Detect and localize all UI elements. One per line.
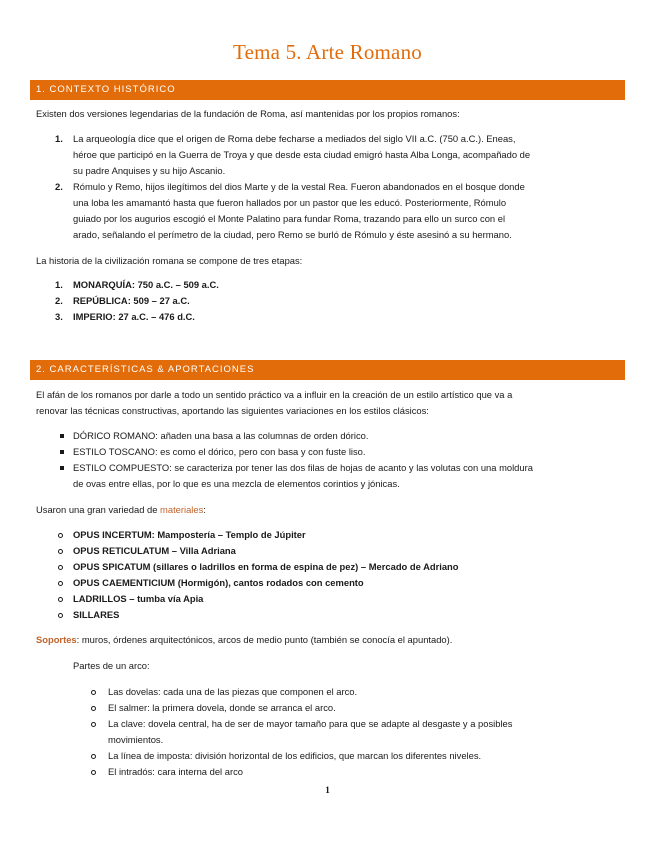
- circle-bullet-icon: [91, 722, 96, 727]
- stage-item: IMPERIO: 27 a.C. – 476 d.C.: [73, 311, 195, 322]
- style-item: ESTILO COMPUESTO: se caracteriza por tener las dos filas de hojas de acanto y las volutas con una moldura: [73, 462, 533, 473]
- legend-line: una loba les amamantó hasta que fueron hallados por un pastor que les educó. Posteriormente, Rómulo: [73, 197, 507, 208]
- section-2-heading: 2. CARACTERÍSTICAS & APORTACIONES: [30, 360, 625, 380]
- material-item: OPUS SPICATUM (sillares o ladrillos en forma de espina de pez) – Mercado de Adriano: [73, 561, 459, 572]
- material-item: OPUS CAEMENTICIUM (Hormigón), cantos rodados con cemento: [73, 577, 364, 588]
- materials-intro-text: Usaron una gran variedad de: [36, 504, 161, 515]
- section-1-intro: Existen dos versiones legendarias de la fundación de Roma, así mantenidas por los propios romanos:: [36, 108, 460, 119]
- stage-number: 1.: [55, 279, 63, 290]
- arch-parts-title: Partes de un arco:: [73, 660, 150, 671]
- legend-line: héroe que participó en la Guerra de Troya y que desde esta ciudad emigró hasta Alba Longa, acompañado de: [73, 149, 531, 160]
- arch-part-item: El salmer: la primera dovela, donde se arranca el arco.: [108, 702, 336, 713]
- supports-highlight: Soportes: [36, 634, 77, 645]
- section-2-intro-line: renovar las técnicas constructivas, aportando las siguientes variaciones en los estilos clásicos:: [36, 405, 429, 416]
- arch-part-item: El intradós: cara interna del arco: [108, 766, 243, 777]
- section-2-intro-line: El afán de los romanos por darle a todo un sentido práctico va a influir en la creación de un estilo artístico que va a: [36, 389, 513, 400]
- legend-line: arado, señalando el perímetro de la ciudad, pero Remo se burló de Rómulo y éste asesinó a su hermano.: [73, 229, 512, 240]
- style-item: de ovas entre ellas, por lo que es una mezcla de elementos corintios y jónicas.: [73, 478, 400, 489]
- material-item: OPUS INCERTUM: Mampostería – Templo de Júpiter: [73, 529, 306, 540]
- style-item: DÓRICO ROMANO: añaden una basa a las columnas de orden dórico.: [73, 430, 369, 441]
- supports-paragraph: [36, 632, 626, 648]
- stage-item: REPÚBLICA: 509 – 27 a.C.: [73, 295, 190, 306]
- circle-bullet-icon: [58, 549, 63, 554]
- arch-part-item: La clave: dovela central, ha de ser de mayor tamaño para que se adapte al desgaste y a posibles: [108, 718, 513, 729]
- circle-bullet-icon: [91, 706, 96, 711]
- arch-part-item: movimientos.: [108, 734, 164, 745]
- material-item: OPUS RETICULATUM – Villa Adriana: [73, 545, 236, 556]
- legend-line: guiado por los augurios escogió el Monte Palatino para fundar Roma, trazando para ello un surco con el: [73, 213, 506, 224]
- stage-number: 2.: [55, 295, 63, 306]
- stages-intro: La historia de la civilización romana se compone de tres etapas:: [36, 255, 303, 266]
- legend-line: La arqueología dice que el origen de Roma debe fecharse a mediados del siglo VII a.C. (750 a.C.). Eneas,: [73, 133, 516, 144]
- materials-intro: [36, 502, 626, 518]
- legend-line: Rómulo y Remo, hijos ilegítimos del dios Marte y de la vestal Rea. Fueron abandonados en el bosque donde: [73, 181, 525, 192]
- square-bullet-icon: [60, 434, 64, 438]
- circle-bullet-icon: [58, 581, 63, 586]
- arch-part-item: Las dovelas: cada una de las piezas que componen el arco.: [108, 686, 358, 697]
- square-bullet-icon: [60, 450, 64, 454]
- section-1-heading: 1. CONTEXTO HISTÓRICO: [30, 80, 625, 100]
- legend-number: 2.: [55, 181, 63, 192]
- circle-bullet-icon: [91, 690, 96, 695]
- material-item: SILLARES: [73, 609, 120, 620]
- materials-intro-colon: :: [203, 504, 206, 515]
- style-item: ESTILO TOSCANO: es como el dórico, pero con basa y con fuste liso.: [73, 446, 366, 457]
- supports-text: : muros, órdenes arquitectónicos, arcos de medio punto (también se conocía el apuntado).: [76, 634, 453, 645]
- legend-number: 1.: [55, 133, 63, 144]
- page-title: Tema 5. Arte Romano: [233, 40, 422, 64]
- circle-bullet-icon: [58, 613, 63, 618]
- arch-part-item: La línea de imposta: división horizontal de los edificios, que marcan los diferentes niveles.: [108, 750, 482, 761]
- stage-number: 3.: [55, 311, 63, 322]
- material-item: LADRILLOS – tumba vía Apia: [73, 593, 204, 604]
- stage-item: MONARQUÍA: 750 a.C. – 509 a.C.: [73, 279, 219, 290]
- materials-highlight: materiales: [160, 504, 204, 515]
- page-number: 1: [325, 786, 330, 796]
- square-bullet-icon: [60, 466, 64, 470]
- legend-line: su padre Anquises y su hijo Ascanio.: [73, 165, 226, 176]
- circle-bullet-icon: [58, 565, 63, 570]
- circle-bullet-icon: [91, 770, 96, 775]
- circle-bullet-icon: [58, 597, 63, 602]
- circle-bullet-icon: [91, 754, 96, 759]
- circle-bullet-icon: [58, 533, 63, 538]
